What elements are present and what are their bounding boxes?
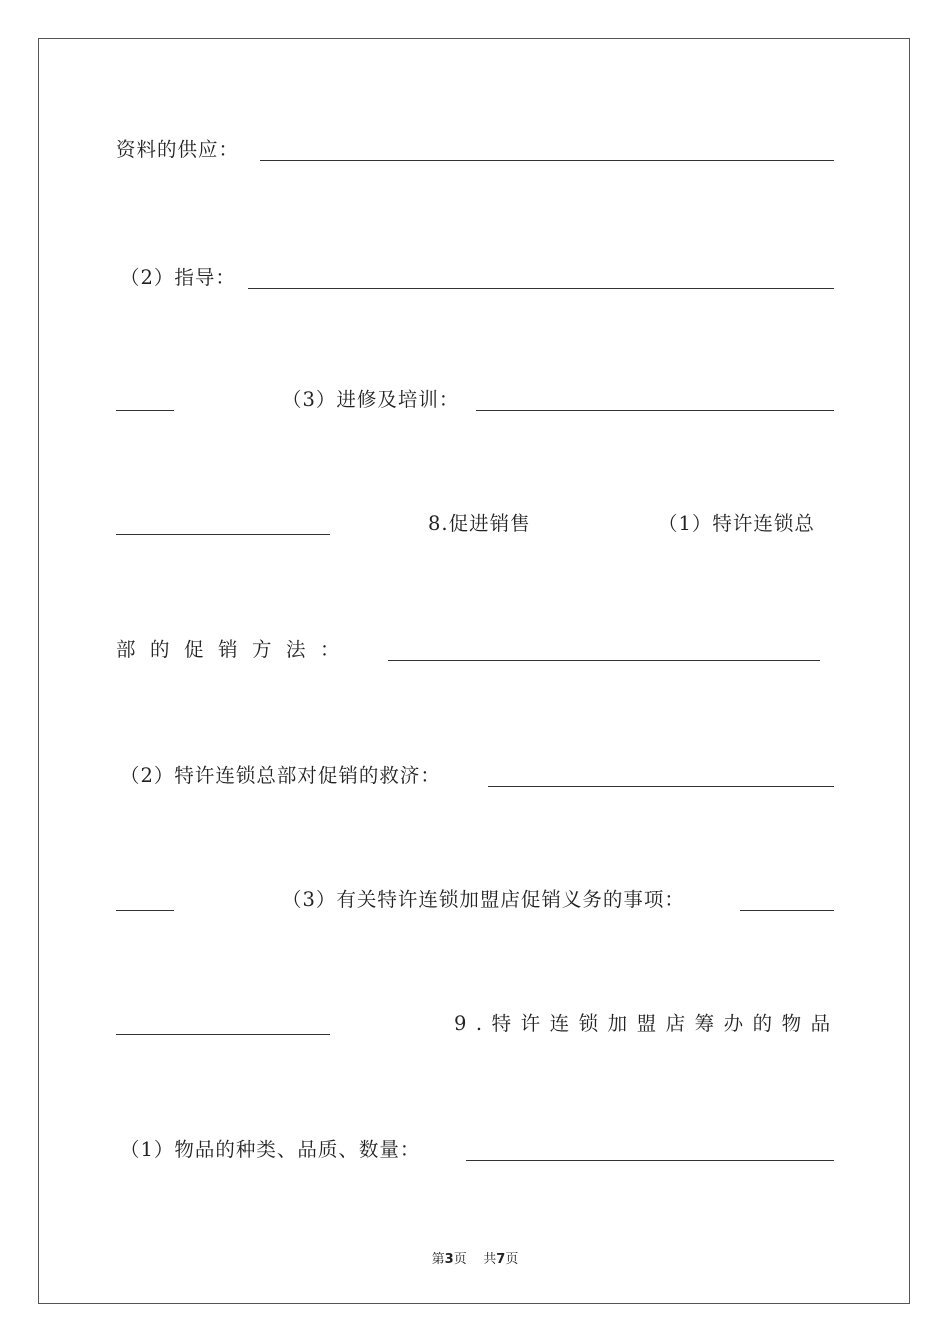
total-prefix: 共	[483, 1252, 497, 1267]
promote-leading-blank[interactable]	[116, 534, 330, 535]
page-suffix: 页	[453, 1252, 467, 1267]
promote-sales-heading: 8.促进销售	[428, 512, 531, 535]
page-prefix: 第	[431, 1252, 445, 1267]
training-leading-blank[interactable]	[116, 410, 174, 411]
promotion-obligation-blank[interactable]	[740, 910, 834, 911]
hq-promotion-label-start: （1）特许连锁总	[658, 512, 815, 535]
training-blank[interactable]	[476, 410, 834, 411]
total-pages: 7	[496, 1252, 506, 1267]
item-types-label: （1）物品的种类、品质、数量：	[120, 1138, 421, 1161]
items-leading-blank[interactable]	[116, 1034, 330, 1035]
material-supply-blank[interactable]	[260, 160, 834, 161]
obligation-leading-blank[interactable]	[116, 910, 174, 911]
guidance-label: （2）指导：	[120, 266, 236, 289]
promotion-relief-label: （2）特许连锁总部对促销的救济：	[120, 764, 441, 787]
promotion-obligation-label: （3）有关特许连锁加盟店促销义务的事项：	[282, 888, 685, 911]
page-footer	[0, 1248, 950, 1267]
total-suffix: 页	[505, 1252, 519, 1267]
line-store-items	[116, 1008, 840, 1040]
page-number: 3	[444, 1252, 454, 1267]
line-promotion-obligation	[116, 884, 836, 916]
line-promotion-method	[116, 634, 836, 666]
item-types-blank[interactable]	[466, 1160, 834, 1161]
training-label: （3）进修及培训：	[282, 388, 460, 411]
line-guidance	[116, 262, 836, 294]
guidance-blank[interactable]	[248, 288, 834, 289]
material-supply-label: 资料的供应：	[116, 138, 240, 161]
line-training	[116, 384, 836, 416]
line-item-types	[116, 1134, 836, 1166]
promotion-relief-blank[interactable]	[488, 786, 834, 787]
line-promotion-relief	[116, 760, 836, 792]
promotion-method-blank[interactable]	[388, 660, 820, 661]
line-promote-sales	[116, 508, 836, 540]
page-border	[38, 38, 910, 1304]
promotion-method-label: 部的促销方法：	[116, 638, 355, 661]
line-material-supply	[116, 134, 836, 166]
store-items-heading: 9.特许连锁加盟店筹办的物品	[454, 1012, 840, 1035]
